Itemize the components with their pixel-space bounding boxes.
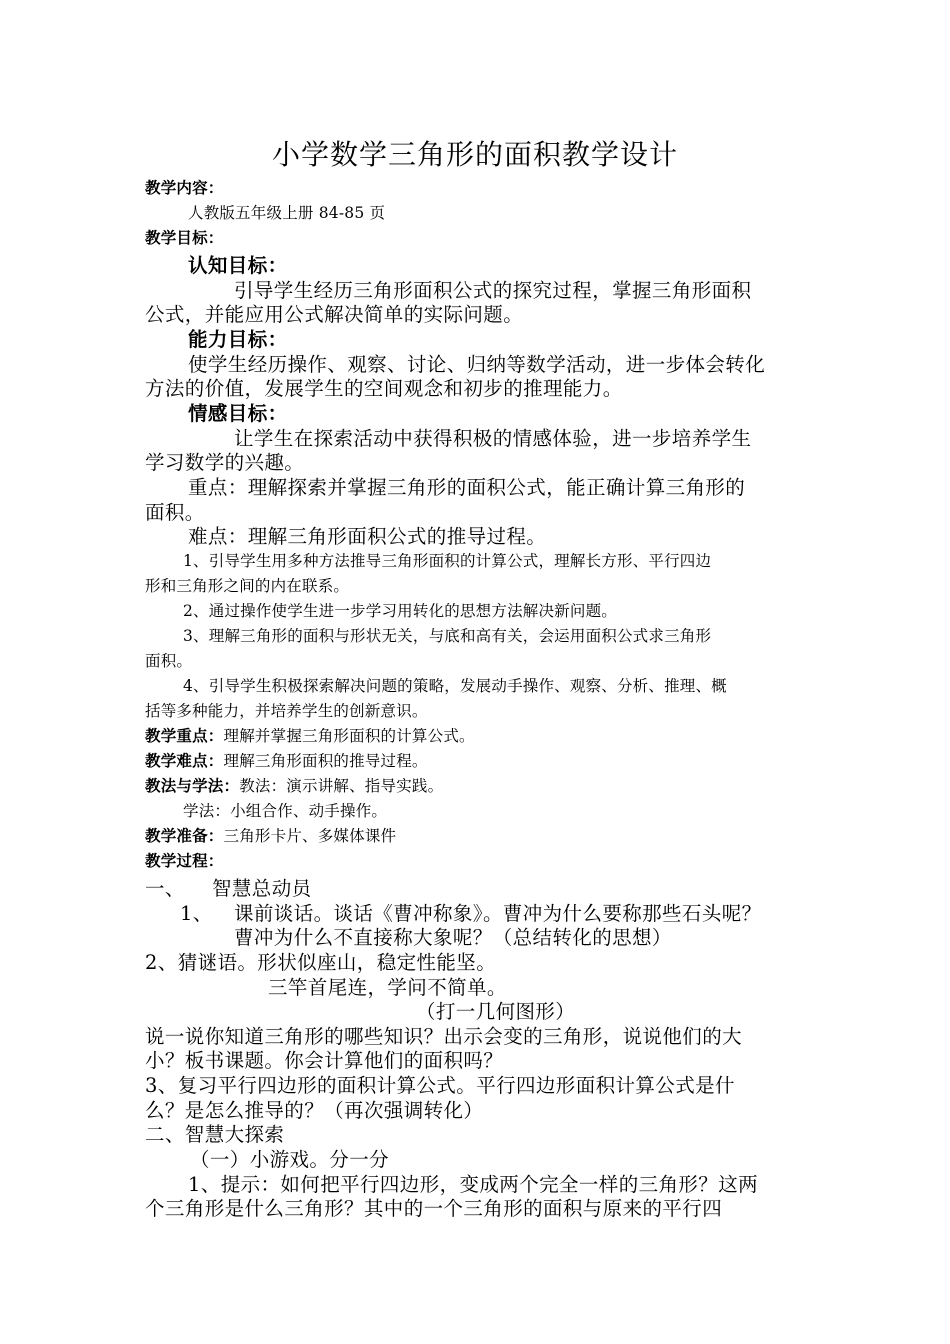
cognitive-text-1: 引导学生经历三角形面积公式的探究过程，掌握三角形面积 xyxy=(234,279,752,302)
discuss-line-2: 小？板书课题。你会计算他们的面积吗？ xyxy=(145,1049,504,1072)
process-label: 教学过程： xyxy=(145,851,224,870)
method-label: 教法与学法： xyxy=(145,776,240,795)
item-2-text: 2、猜谜语。形状似座山，稳定性能坚。 xyxy=(145,951,497,974)
teaching-key-label: 教学重点： xyxy=(145,726,224,745)
list-item-4b: 括等多种能力，并培养学生的创新意识。 xyxy=(145,702,428,720)
ability-text-2: 方法的价值，发展学生的空间观念和初步的推理能力。 xyxy=(145,377,623,400)
item-1-continued: 曹冲为什么不直接称大象呢？（总结转化的思想） xyxy=(234,926,672,949)
emotion-text-2: 学习数学的兴趣。 xyxy=(145,451,305,474)
section-2-title: 二、智慧大探索 xyxy=(145,1123,285,1146)
goals-label: 教学目标： xyxy=(145,228,224,247)
list-item-1b: 形和三角形之间的内在联系。 xyxy=(145,577,350,595)
sub-section-1: （一）小游戏。分一分 xyxy=(190,1148,390,1171)
item-3-line-1: 3、复习平行四边形的面积计算公式。平行四边形面积计算公式是什 xyxy=(145,1074,735,1097)
emotion-text-1: 让学生在探索活动中获得积极的情感体验，进一步培养学生 xyxy=(234,427,752,450)
prep-row xyxy=(145,824,396,846)
key-point-line-1: 重点：理解探索并掌握三角形的面积公式，能正确计算三角形的 xyxy=(188,476,746,499)
emotion-label: 情感目标： xyxy=(188,402,288,425)
content-label: 教学内容： xyxy=(145,178,224,197)
prep-label: 教学准备： xyxy=(145,826,224,845)
document-title: 小学数学三角形的面积教学设计 xyxy=(271,138,678,171)
method-text: 教法：演示讲解、指导实践。 xyxy=(239,777,444,795)
teaching-key-row xyxy=(145,724,475,746)
method-row xyxy=(145,774,443,796)
teaching-key-text: 理解并掌握三角形面积的计算公式。 xyxy=(223,727,475,745)
ability-label: 能力目标： xyxy=(188,328,288,351)
key-point-line-2: 面积。 xyxy=(145,501,205,524)
cognitive-text-2: 公式，并能应用公式解决简单的实际问题。 xyxy=(145,303,524,326)
content-text: 人教版五年级上册 84-85 页 xyxy=(188,204,386,222)
section-1-title: 智慧总动员 xyxy=(212,877,312,900)
hint-line-1: 1、提示：如何把平行四边形，变成两个完全一样的三角形？这两 xyxy=(188,1173,759,1196)
section-1-number: 一、 xyxy=(145,877,185,900)
item-3-line-2: 么？是怎么推导的？（再次强调转化） xyxy=(145,1099,484,1122)
riddle-answer: （打一几何图形） xyxy=(416,1000,576,1023)
teaching-difficulty-text: 理解三角形面积的推导过程。 xyxy=(223,752,428,770)
list-item-1a: 1、引导学生用多种方法推导三角形面积的计算公式，理解长方形、平行四边 xyxy=(183,552,712,570)
study-text: 学法：小组合作、动手操作。 xyxy=(183,802,388,820)
riddle-line-2: 三竿首尾连，学问不简单。 xyxy=(268,976,507,999)
difficulty-line: 难点：理解三角形面积公式的推导过程。 xyxy=(188,525,547,548)
list-item-2: 2、通过操作使学生进一步学习用转化的思想方法解决新问题。 xyxy=(183,602,617,620)
item-1-number: 1、 xyxy=(180,902,213,925)
item-1-text: 课前谈话。谈话《曹冲称象》。曹冲为什么要称那些石头呢？ xyxy=(234,902,762,925)
discuss-line-1: 说一说你知道三角形的哪些知识？出示会变的三角形，说说他们的大 xyxy=(145,1025,743,1048)
cognitive-label: 认知目标： xyxy=(188,254,288,277)
teaching-difficulty-row xyxy=(145,749,428,771)
list-item-3b: 面积。 xyxy=(145,652,193,670)
hint-line-2: 个三角形是什么三角形？其中的一个三角形的面积与原来的平行四 xyxy=(145,1197,723,1220)
ability-text-1: 使学生经历操作、观察、讨论、归纳等数学活动，进一步体会转化 xyxy=(188,353,766,376)
list-item-4a: 4、引导学生积极探索解决问题的策略，发展动手操作、观察、分析、推理、概 xyxy=(183,677,727,695)
teaching-difficulty-label: 教学难点： xyxy=(145,751,224,770)
list-item-3a: 3、理解三角形的面积与形状无关，与底和高有关，会运用面积公式求三角形 xyxy=(183,627,712,645)
prep-text: 三角形卡片、多媒体课件 xyxy=(223,827,397,845)
